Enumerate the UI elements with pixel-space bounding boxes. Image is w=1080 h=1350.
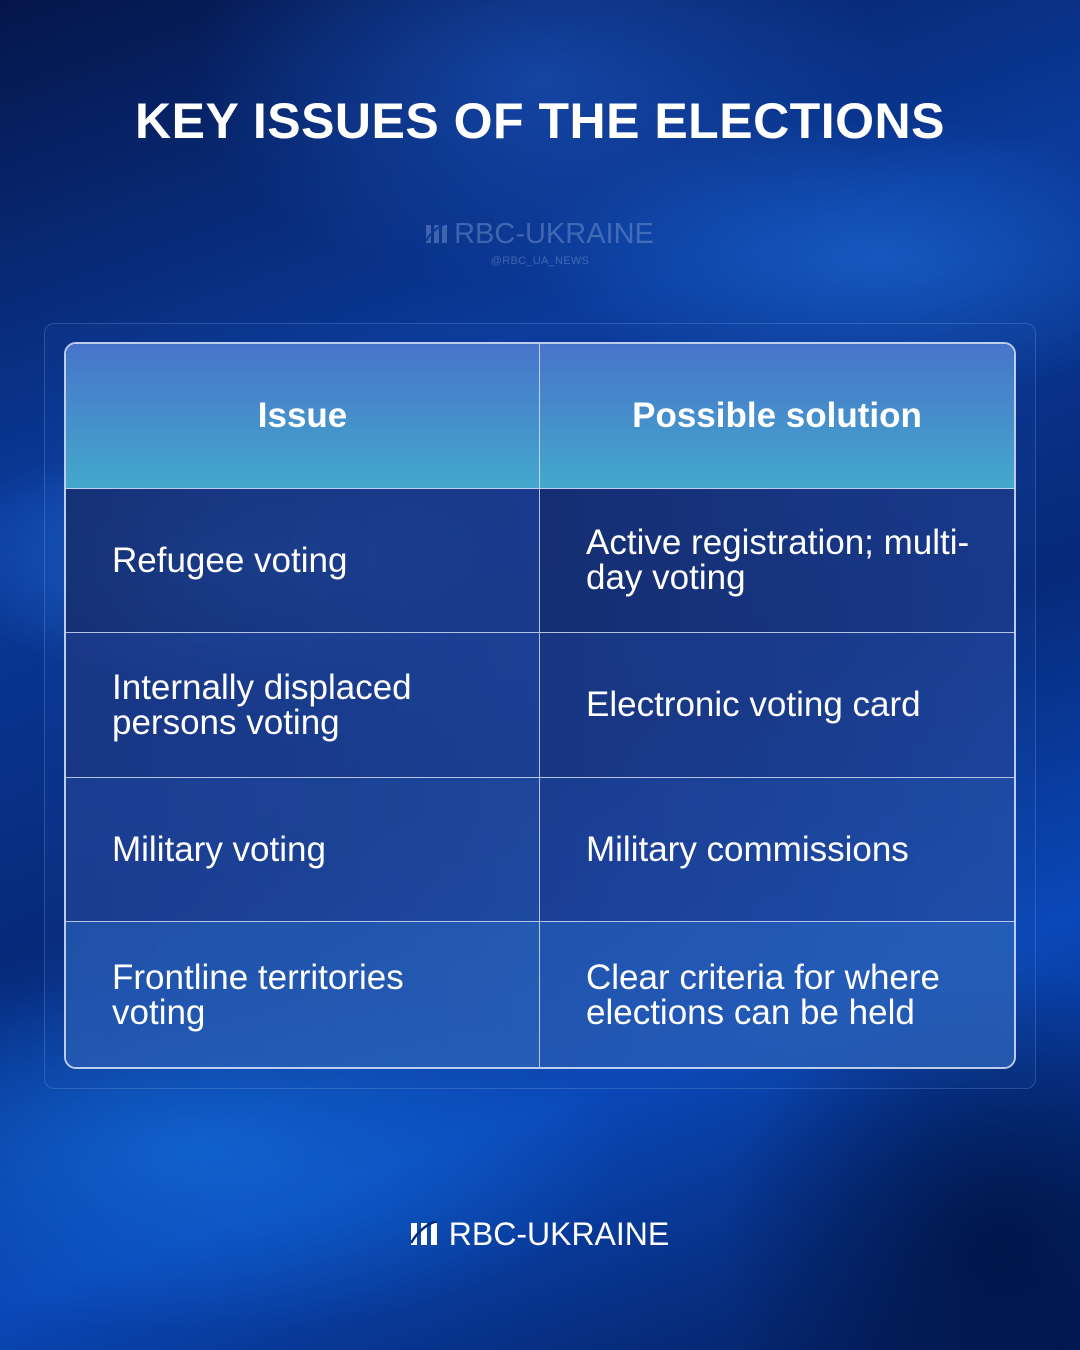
issue-cell: Military voting	[66, 778, 540, 923]
table-header-row	[66, 344, 1014, 489]
watermark-handle: @RBC_UA_NEWS	[490, 255, 590, 267]
table-row	[66, 489, 1014, 634]
footer-brand: RBC-UKRAINE	[448, 1216, 670, 1252]
page-title: KEY ISSUES OF THE ELECTIONS	[135, 93, 945, 149]
rbc-logo-icon	[411, 1216, 437, 1253]
rbc-logo-icon	[426, 218, 448, 251]
table-row	[66, 922, 1014, 1067]
solution-cell: Active registration; multi-day voting	[540, 489, 1014, 634]
issue-cell: Frontline territories voting	[66, 922, 540, 1067]
footer	[0, 1216, 1080, 1253]
solution-cell: Clear criteria for where elections can be held	[540, 922, 1014, 1067]
header-solution: Possible solution	[540, 344, 1014, 489]
issues-table	[64, 342, 1016, 1069]
issue-cell: Refugee voting	[66, 489, 540, 634]
solution-cell: Military commissions	[540, 778, 1014, 923]
issue-cell: Internally displaced persons voting	[66, 633, 540, 778]
watermark-brand: RBC-UKRAINE	[454, 218, 654, 250]
header-issue: Issue	[66, 344, 540, 489]
table-row	[66, 778, 1014, 923]
watermark	[0, 218, 1080, 267]
solution-cell: Electronic voting card	[540, 633, 1014, 778]
table-row	[66, 633, 1014, 778]
